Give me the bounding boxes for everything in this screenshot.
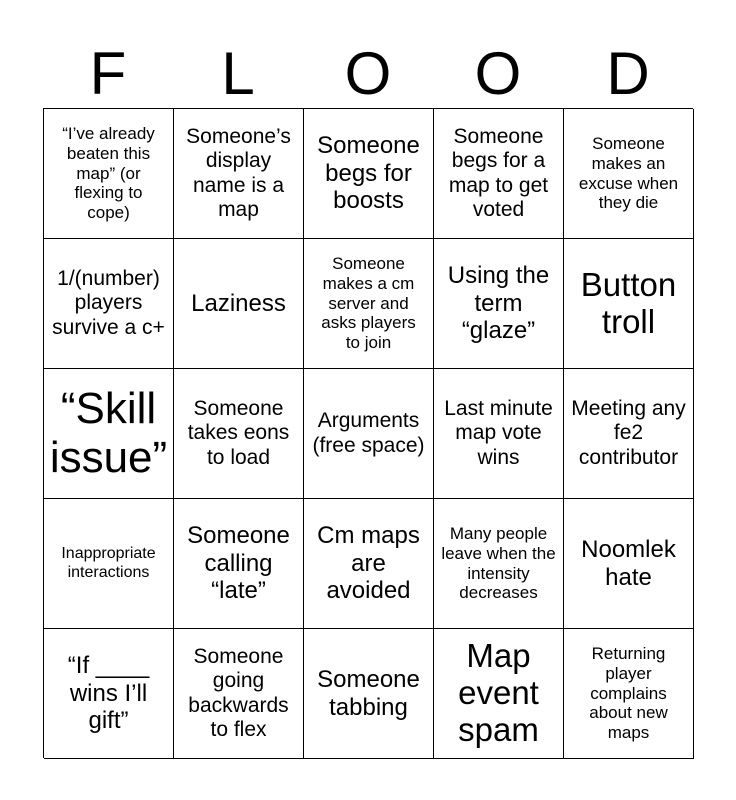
bingo-cell[interactable] xyxy=(174,499,304,629)
bingo-cell[interactable] xyxy=(174,629,304,759)
bingo-cell[interactable] xyxy=(304,239,434,369)
header-letter: F xyxy=(89,40,127,107)
bingo-cell[interactable] xyxy=(434,629,564,759)
bingo-cell[interactable] xyxy=(304,369,434,499)
bingo-cell[interactable] xyxy=(304,499,434,629)
cell-text: Someone begs for boosts xyxy=(317,131,420,215)
bingo-cell[interactable] xyxy=(174,109,304,239)
cell-text: Map event spam xyxy=(458,637,539,748)
bingo-cell[interactable] xyxy=(304,629,434,759)
bingo-cell[interactable] xyxy=(434,239,564,369)
cell-text: “Skill issue” xyxy=(49,384,168,482)
bingo-cell[interactable] xyxy=(174,369,304,499)
header-letter: L xyxy=(221,40,255,107)
header-letter: D xyxy=(606,40,650,107)
bingo-cell[interactable] xyxy=(44,499,174,629)
cell-text: “If ____ wins I’ll gift” xyxy=(67,651,150,735)
cell-text: Someone going backwards to flex xyxy=(188,644,289,741)
bingo-grid xyxy=(43,108,693,758)
cell-text: Someone makes an excuse when they die xyxy=(578,134,679,213)
bingo-cell[interactable] xyxy=(44,239,174,369)
bingo-cell[interactable] xyxy=(564,239,694,369)
cell-text: Someone’s display name is a map xyxy=(186,124,291,221)
bingo-cell[interactable] xyxy=(434,499,564,629)
cell-text: Someone takes eons to load xyxy=(187,396,290,469)
bingo-cell[interactable] xyxy=(44,369,174,499)
cell-text: Laziness xyxy=(191,289,286,317)
bingo-cell[interactable] xyxy=(564,499,694,629)
header-letter: O xyxy=(474,40,522,107)
cell-text: Last minute map vote wins xyxy=(444,396,553,469)
bingo-cell[interactable] xyxy=(44,629,174,759)
cell-text: Someone calling “late” xyxy=(187,521,290,605)
cell-text: Meeting any fe2 contributor xyxy=(571,396,686,469)
cell-text: Many people leave when the intensity decreases xyxy=(441,524,556,603)
bingo-cell[interactable] xyxy=(564,369,694,499)
bingo-cell[interactable] xyxy=(304,109,434,239)
bingo-header xyxy=(43,40,693,108)
bingo-cell[interactable] xyxy=(564,109,694,239)
cell-text: Someone begs for a map to get voted xyxy=(448,124,549,221)
bingo-cell[interactable] xyxy=(44,109,174,239)
bingo-cell[interactable] xyxy=(174,239,304,369)
bingo-cell[interactable] xyxy=(434,109,564,239)
cell-text: “I’ve already beaten this map” (or flexing to cope) xyxy=(62,124,155,223)
cell-text: Returning player complains about new maps xyxy=(589,644,668,743)
cell-text: Someone tabbing xyxy=(317,665,420,721)
cell-text: 1/(number) players survive a c+ xyxy=(52,266,165,339)
cell-text: Someone makes a cm server and asks players to join xyxy=(321,254,416,353)
cell-text: Inappropriate interactions xyxy=(61,544,156,581)
header-letter: O xyxy=(344,40,392,107)
bingo-cell[interactable] xyxy=(434,369,564,499)
cell-text: Cm maps are avoided xyxy=(317,521,420,605)
cell-text: Using the term “glaze” xyxy=(447,261,550,345)
bingo-cell[interactable] xyxy=(564,629,694,759)
cell-text: Noomlek hate xyxy=(581,535,676,591)
cell-text: Button troll xyxy=(580,265,677,340)
cell-text: Arguments (free space) xyxy=(312,409,425,457)
